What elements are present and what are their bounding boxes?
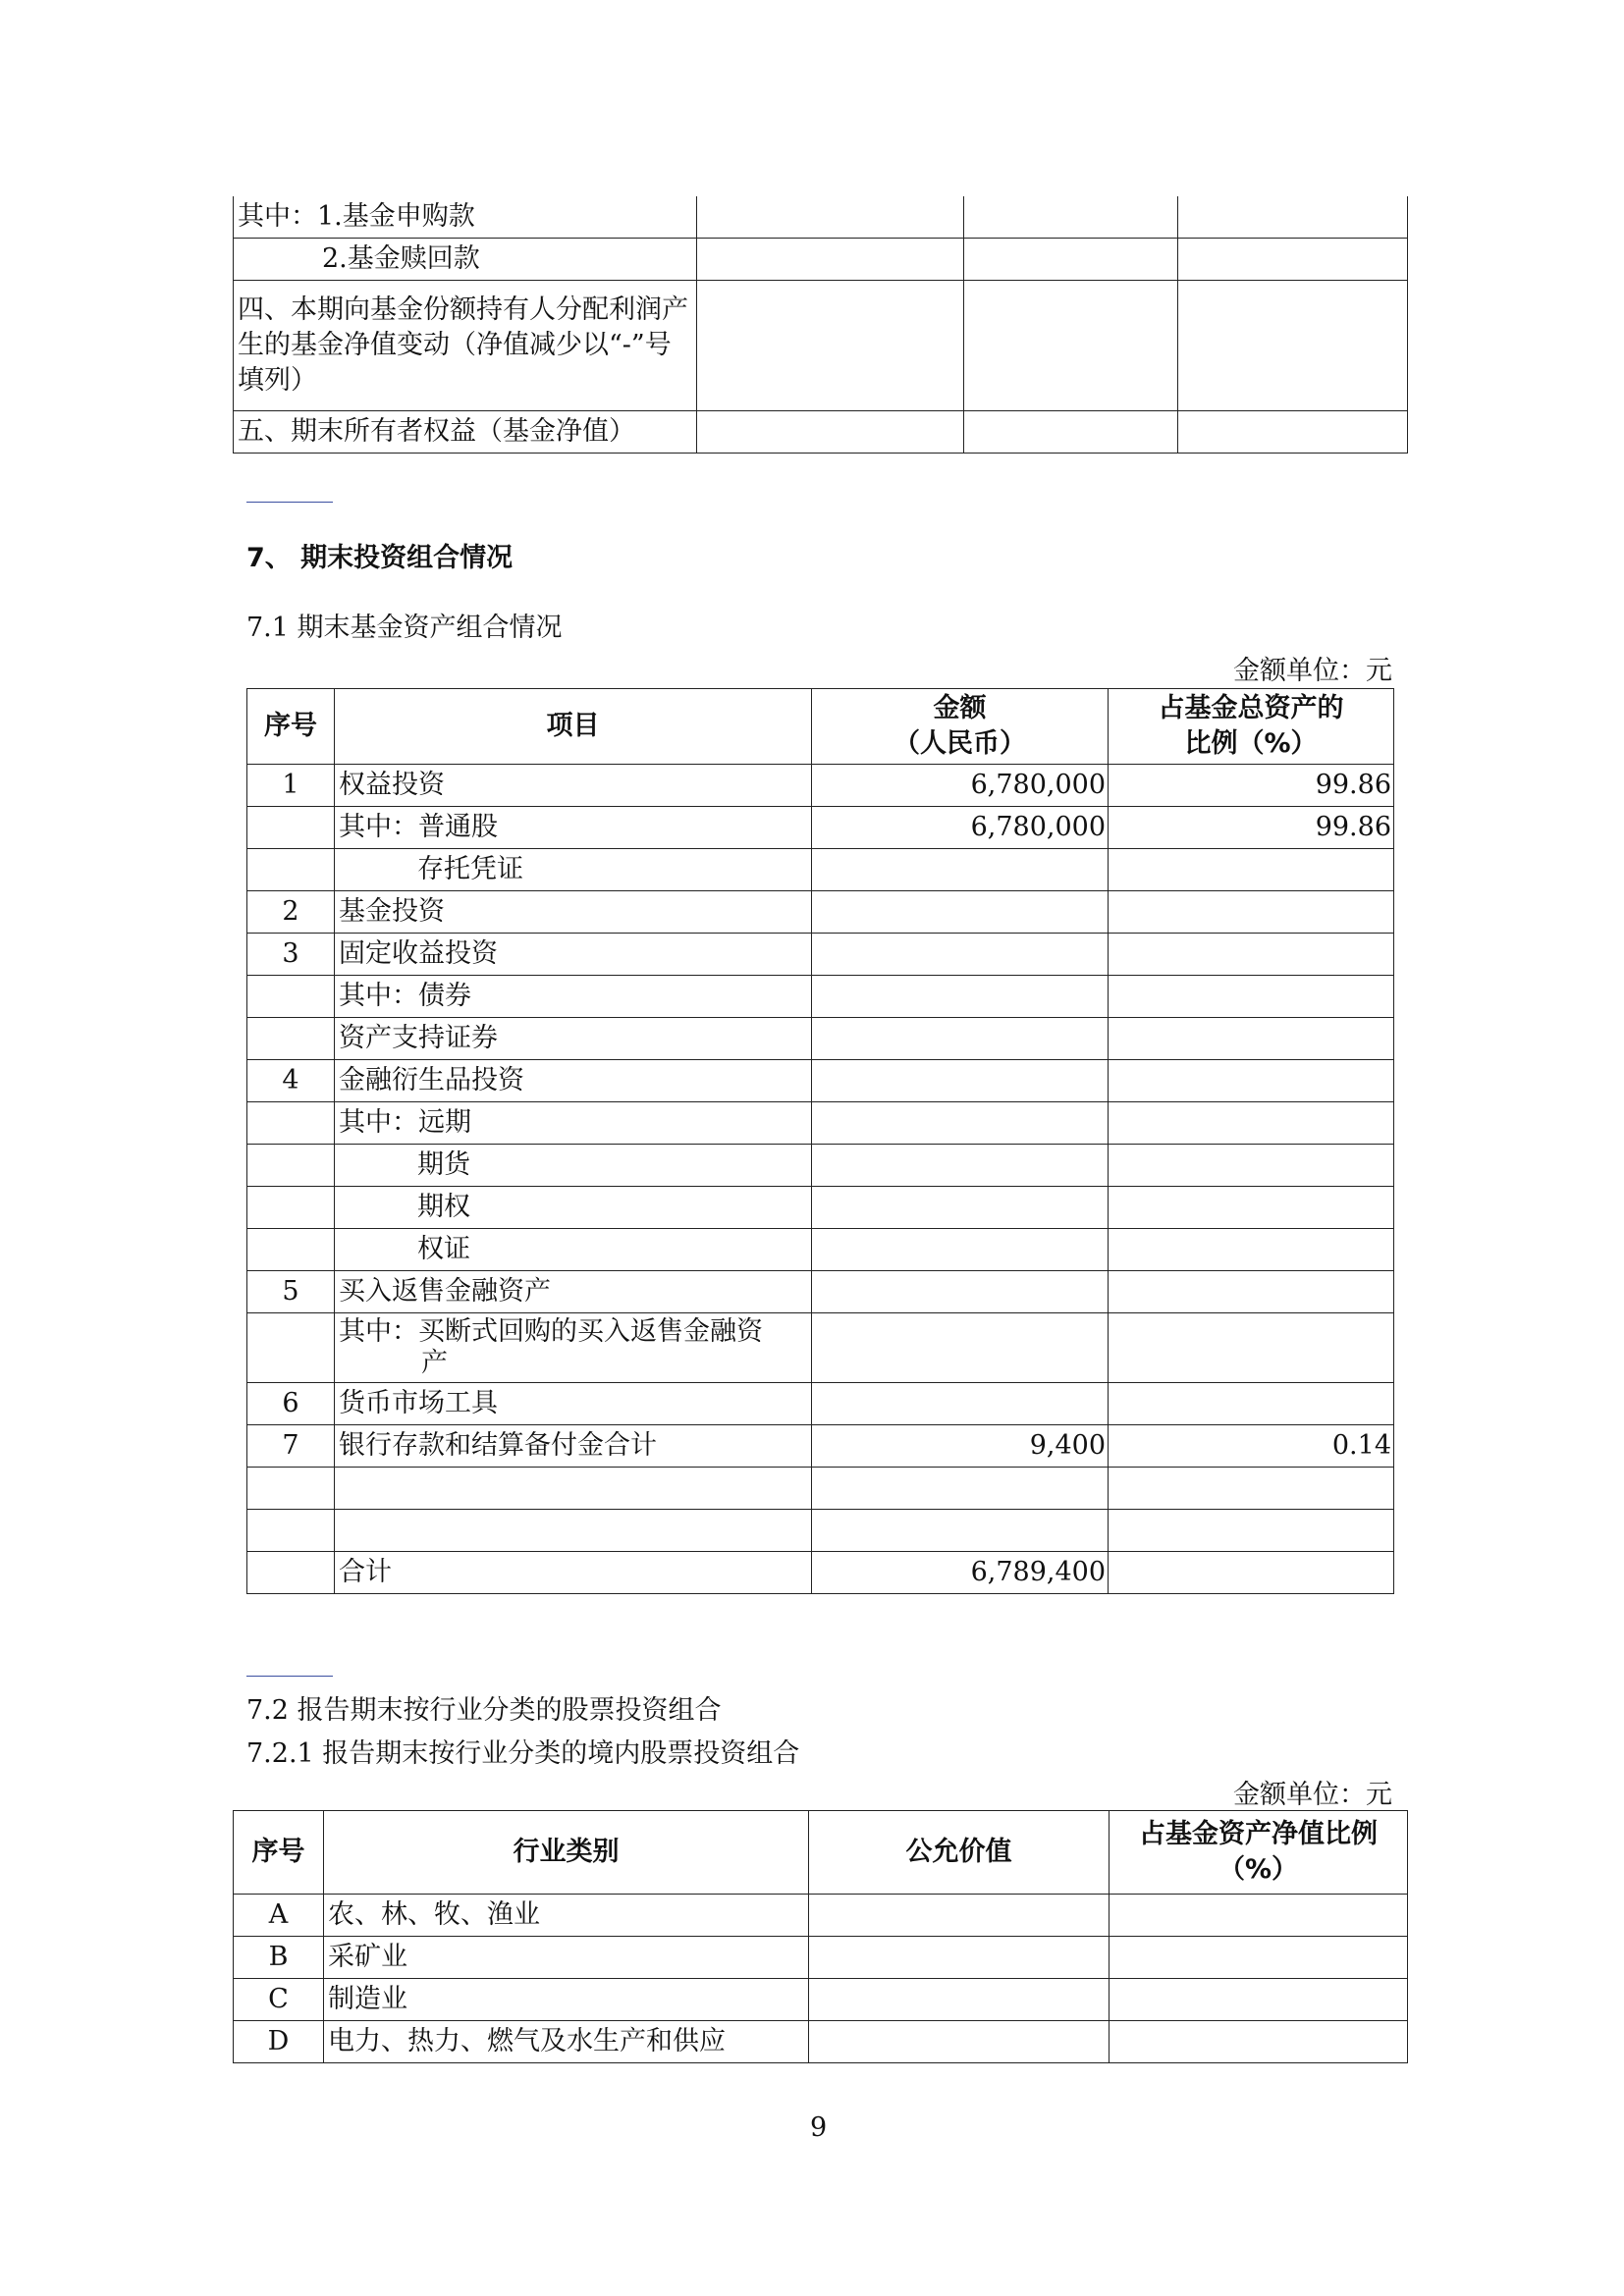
row-ratio [1109,1313,1394,1383]
row-item [335,1510,812,1552]
table-row [234,281,1408,411]
row-amount: 9,400 [812,1425,1109,1468]
table-row [247,1510,1394,1552]
page-number: 9 [810,2112,828,2143]
row-label: 五、期末所有者权益（基金净值） [234,411,697,454]
row-industry: 采矿业 [324,1937,809,1979]
section-heading: 7、 期末投资组合情况 [246,543,514,573]
divider [246,1676,333,1677]
table-row [247,765,1394,807]
row-item: 固定收益投资 [335,934,812,976]
section-heading: 7.2 报告期末按行业分类的股票投资组合 [246,1695,722,1726]
row-ratio [1110,1937,1408,1979]
unit-label: 金额单位：元 [1233,1780,1392,1810]
row-ratio [1109,891,1394,934]
row-industry: 制造业 [324,1979,809,2021]
table-row [247,1229,1394,1271]
row-seq: 4 [247,1060,335,1102]
row-label: 四、本期向基金份额持有人分配利润产生的基金净值变动（净值减少以“-”号填列） [234,281,697,411]
row-ratio [1109,1383,1394,1425]
row-fair-value [809,2021,1110,2063]
row-item [335,1313,812,1383]
unit-label: 金额单位：元 [1233,656,1392,686]
table-row [247,1468,1394,1510]
row-amount [812,1060,1109,1102]
table-row [247,1383,1394,1425]
row-label: 2.基金赎回款 [234,239,697,281]
row-item: 权益投资 [335,765,812,807]
header-ratio [1110,1811,1408,1895]
row-seq [247,1313,335,1383]
table-row [234,1979,1408,2021]
row-ratio [1109,1510,1394,1552]
table-row [247,891,1394,934]
row-item: 期权 [335,1187,812,1229]
row-ratio [1109,1552,1394,1594]
row-seq: 5 [247,1271,335,1313]
row-item: 买入返售金融资产 [335,1271,812,1313]
row-seq [247,807,335,849]
table-row [247,849,1394,891]
row-amount [812,849,1109,891]
row-item: 其中：普通股 [335,807,812,849]
owners-equity-table-continuation [233,196,1408,454]
row-item: 资产支持证券 [335,1018,812,1060]
table-row [247,1271,1394,1313]
header-seq: 序号 [247,689,335,765]
row-amount [812,976,1109,1018]
divider [246,502,333,503]
table-row [247,934,1394,976]
row-amount [812,1102,1109,1145]
header-ratio-line1: 占基金资产净值比例 [1139,1819,1378,1849]
row-ratio: 0.14 [1109,1425,1394,1468]
row-item: 合计 [335,1552,812,1594]
row-item: 金融衍生品投资 [335,1060,812,1102]
row-item: 银行存款和结算备付金合计 [335,1425,812,1468]
row-item: 其中：远期 [335,1102,812,1145]
row-amount [812,1468,1109,1510]
row-item: 其中：债券 [335,976,812,1018]
row-seq: 6 [247,1383,335,1425]
row-ratio [1109,934,1394,976]
row-seq [247,849,335,891]
row-ratio [1109,1271,1394,1313]
row-ratio [1109,1018,1394,1060]
row-industry: 电力、热力、燃气及水生产和供应 [324,2021,809,2063]
row-seq: C [234,1979,324,2021]
row-label: 其中：1.基金申购款 [234,196,697,239]
row-seq: 7 [247,1425,335,1468]
row-item: 存托凭证 [335,849,812,891]
asset-portfolio-table [246,688,1394,1594]
subsection-heading: 7.1 期末基金资产组合情况 [246,613,563,643]
row-ratio [1109,1060,1394,1102]
table-row [247,1552,1394,1594]
row-amount [812,1018,1109,1060]
row-ratio [1109,1145,1394,1187]
row-fair-value [809,1979,1110,2021]
table-row [247,1018,1394,1060]
table-row [234,239,1408,281]
row-seq [247,1018,335,1060]
row-item: 货币市场工具 [335,1383,812,1425]
row-amount [812,1510,1109,1552]
subsection-heading: 7.2.1 报告期末按行业分类的境内股票投资组合 [246,1738,800,1769]
row-amount: 6,780,000 [812,765,1109,807]
row-ratio [1109,1187,1394,1229]
header-ratio-line1: 占基金总资产的 [1158,693,1344,723]
row-item: 基金投资 [335,891,812,934]
header-amount [812,689,1109,765]
row-ratio [1109,849,1394,891]
row-amount [812,1187,1109,1229]
row-ratio: 99.86 [1109,765,1394,807]
row-ratio [1109,1102,1394,1145]
table-row [234,1895,1408,1937]
row-amount [812,1271,1109,1313]
header-fair-value: 公允价值 [809,1811,1110,1895]
row-amount [812,1145,1109,1187]
row-item: 期货 [335,1145,812,1187]
header-item: 项目 [335,689,812,765]
row-ratio [1110,2021,1408,2063]
table-row [234,2021,1408,2063]
row-seq [247,1102,335,1145]
table-row [247,1425,1394,1468]
industry-stock-table [233,1810,1408,2063]
row-seq [247,1229,335,1271]
row-seq: 1 [247,765,335,807]
row-seq: 3 [247,934,335,976]
row-item [335,1468,812,1510]
table-row [247,807,1394,849]
table-row [234,1937,1408,1979]
row-ratio [1109,976,1394,1018]
table-row [247,1145,1394,1187]
row-seq [247,1552,335,1594]
table-row [234,411,1408,454]
header-ratio-line2: 比例（%） [1184,728,1318,759]
row-item: 权证 [335,1229,812,1271]
header-amount-line1: 金额 [933,693,987,723]
row-amount: 6,780,000 [812,807,1109,849]
header-industry: 行业类别 [324,1811,809,1895]
row-industry: 农、林、牧、渔业 [324,1895,809,1937]
header-ratio-line2: （%） [1218,1854,1299,1885]
row-ratio [1109,1229,1394,1271]
row-amount: 6,789,400 [812,1552,1109,1594]
row-seq [247,1145,335,1187]
table-header-row [234,1811,1408,1895]
row-ratio: 99.86 [1109,807,1394,849]
row-seq [247,1187,335,1229]
table-row [247,1060,1394,1102]
row-seq: A [234,1895,324,1937]
header-seq: 序号 [234,1811,324,1895]
row-item-line2: 产 [421,1348,448,1378]
row-item-line1: 其中：买断式回购的买入返售金融资 [339,1316,763,1347]
row-amount [812,1313,1109,1383]
row-seq [247,976,335,1018]
row-seq: D [234,2021,324,2063]
row-ratio [1110,1895,1408,1937]
row-amount [812,1229,1109,1271]
row-seq: B [234,1937,324,1979]
row-fair-value [809,1895,1110,1937]
table-row [234,196,1408,239]
row-seq [247,1510,335,1552]
table-row [247,1313,1394,1383]
row-seq [247,1468,335,1510]
row-amount [812,934,1109,976]
table-row [247,1187,1394,1229]
row-seq: 2 [247,891,335,934]
table-row [247,1102,1394,1145]
row-amount [812,891,1109,934]
row-fair-value [809,1937,1110,1979]
row-ratio [1109,1468,1394,1510]
header-ratio [1109,689,1394,765]
table-header-row [247,689,1394,765]
header-amount-line2: （人民币） [893,728,1026,759]
row-amount [812,1383,1109,1425]
table-row [247,976,1394,1018]
row-ratio [1110,1979,1408,2021]
